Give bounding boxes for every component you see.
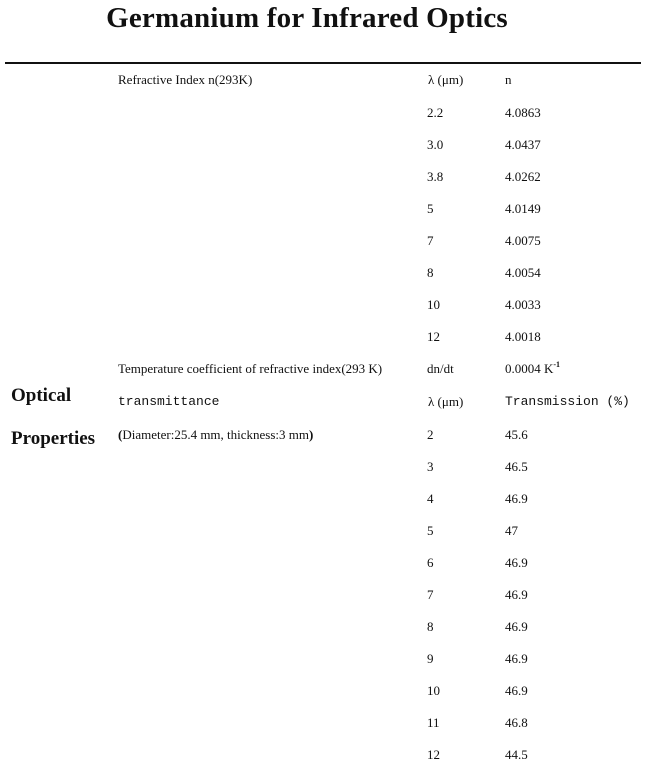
temperature-coefficient-symbol: dn/dt	[427, 361, 454, 376]
section-label-line1: Optical	[11, 385, 72, 406]
wavelength-cell: 7	[427, 587, 434, 602]
index-cell: 4.0054	[505, 265, 541, 280]
wavelength-cell: 5	[427, 523, 434, 538]
title-divider	[5, 62, 641, 64]
refractive-index-wavelength-header: λ (μm)	[428, 72, 464, 87]
wavelength-cell: 10	[427, 683, 440, 698]
index-cell: 4.0863	[505, 105, 541, 120]
wavelength-cell: 2.2	[427, 105, 444, 120]
refractive-index-label: Refractive Index n(293K)	[118, 72, 253, 87]
wavelength-cell: 3.8	[427, 169, 444, 184]
index-cell: 4.0075	[505, 233, 541, 248]
temperature-coefficient-value	[505, 361, 560, 377]
transmission-cell: 46.8	[505, 715, 528, 730]
wavelength-cell: 9	[427, 651, 434, 666]
transmittance-sample-note	[118, 427, 313, 443]
wavelength-cell: 10	[427, 297, 440, 312]
wavelength-cell: 11	[427, 715, 440, 730]
note-body: Diameter:25.4 mm, thickness:3 mm	[122, 427, 310, 442]
index-cell: 4.0262	[505, 169, 541, 184]
wavelength-cell: 8	[427, 619, 434, 634]
unit-exponent: -1	[553, 360, 561, 369]
index-cell: 4.0149	[505, 201, 541, 216]
transmission-cell: 46.9	[505, 587, 528, 602]
transmittance-value-header: Transmission (%)	[505, 394, 630, 409]
note-close-paren: )	[309, 427, 314, 442]
wavelength-cell: 8	[427, 265, 434, 280]
wavelength-cell: 2	[427, 427, 434, 442]
refractive-index-value-header: n	[505, 72, 512, 87]
transmission-cell: 46.9	[505, 555, 528, 570]
index-cell: 4.0018	[505, 329, 541, 344]
transmission-cell: 45.6	[505, 427, 528, 442]
transmission-cell: 46.9	[505, 651, 528, 666]
wavelength-cell: 7	[427, 233, 434, 248]
index-cell: 4.0437	[505, 137, 541, 152]
wavelength-cell: 3	[427, 459, 434, 474]
note-open-paren: (	[118, 427, 123, 442]
temperature-coefficient-number: 0.0004 K	[505, 361, 554, 376]
transmission-cell: 46.9	[505, 683, 528, 698]
wavelength-cell: 6	[427, 555, 434, 570]
index-cell: 4.0033	[505, 297, 541, 312]
wavelength-cell: 4	[427, 491, 434, 506]
transmission-cell: 46.5	[505, 459, 528, 474]
transmission-cell: 44.5	[505, 747, 528, 762]
wavelength-cell: 12	[427, 747, 440, 762]
transmittance-label: transmittance	[118, 394, 220, 409]
transmission-cell: 46.9	[505, 619, 528, 634]
transmittance-wavelength-header: λ (μm)	[428, 394, 464, 409]
transmission-cell: 47	[505, 523, 518, 538]
temperature-coefficient-label: Temperature coefficient of refractive index(293 K)	[118, 361, 383, 376]
wavelength-cell: 5	[427, 201, 434, 216]
page-title: Germanium for Infrared Optics	[106, 2, 508, 34]
wavelength-cell: 12	[427, 329, 440, 344]
wavelength-cell: 3.0	[427, 137, 444, 152]
section-label-line2: Properties	[11, 428, 96, 449]
transmission-cell: 46.9	[505, 491, 528, 506]
